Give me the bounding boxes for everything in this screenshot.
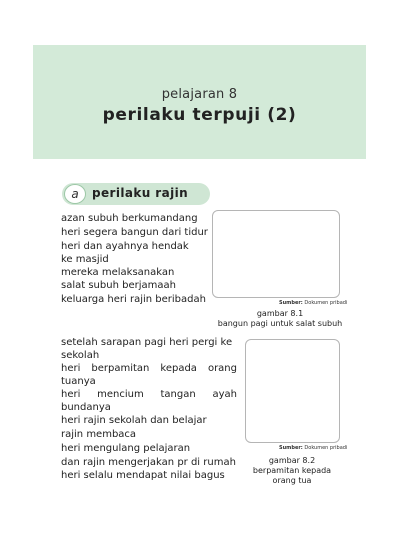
text-line: heri mencium tangan ayah bundanya <box>61 389 237 413</box>
text-line: heri selalu mendapat nilai bagus <box>61 470 225 481</box>
text-line: keluarga heri rajin beribadah <box>61 294 206 305</box>
text-line: setelah sarapan pagi heri pergi ke sekolah <box>61 337 233 361</box>
photo-source: Sumber: Dokumen pribadi <box>279 300 348 306</box>
lesson-title: perilaku terpuji (2) <box>102 105 297 125</box>
section-letter: a <box>64 184 86 204</box>
text-line: heri dan ayahnya hendak ke masjid <box>61 241 189 265</box>
photo-placeholder <box>245 339 340 443</box>
text-line: mereka melaksanakan salat subuh berjamaah <box>61 267 176 291</box>
photo-placeholder <box>212 210 340 298</box>
section-label: perilaku rajin <box>92 186 189 200</box>
lesson-number: pelajaran 8 <box>161 87 238 102</box>
text-line: heri berpamitan kepada orang tuanya <box>61 363 237 387</box>
text-line: dan rajin mengerjakan pr di rumah <box>61 457 236 468</box>
text-line: heri rajin sekolah dan belajar <box>61 415 207 426</box>
section-heading <box>62 183 210 205</box>
text-line: heri mengulang pelajaran <box>61 443 191 454</box>
text-line: azan subuh berkumandang <box>61 213 198 224</box>
figure-caption: gambar 8.1 bangun pagi untuk salat subuh <box>217 309 343 328</box>
figure-caption: gambar 8.2 berpamitan kepada orang tua <box>252 456 332 485</box>
text-line: rajin membaca <box>61 429 137 440</box>
photo-source: Sumber: Dokumen pribadi <box>279 445 348 451</box>
lesson-header <box>33 45 366 159</box>
text-line: heri segera bangun dari tidur <box>61 227 208 238</box>
